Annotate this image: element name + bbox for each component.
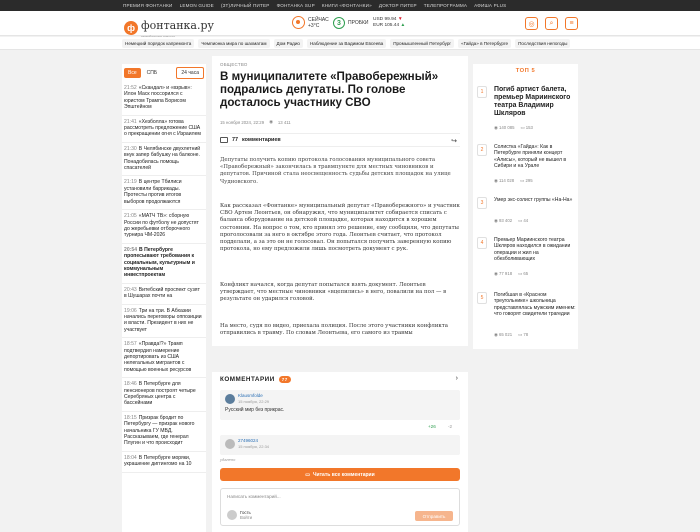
chevron-right-icon[interactable]: › — [455, 375, 458, 382]
weather-label: СЕЙЧАС — [308, 16, 329, 23]
news-time: 19:06 — [124, 307, 137, 314]
comments-count: 153 — [525, 125, 533, 130]
news-time: 21:41 — [124, 118, 137, 125]
topnav-link[interactable]: ДОКТОР ПИТЕР — [378, 3, 417, 8]
news-time: 21:05 — [124, 213, 137, 220]
tag-link[interactable]: Последствия непогоды — [515, 39, 570, 48]
top-item-stats: ◉ 93 402 ▭ 44 — [494, 218, 529, 223]
comments-badge: 77 — [279, 376, 291, 383]
comments-count: 65 — [523, 271, 529, 276]
tag-link[interactable]: «Гайда» в Петербурге — [458, 39, 511, 48]
read-all-comments-button[interactable] — [220, 468, 460, 481]
tab-24h[interactable]: 24 часа — [176, 67, 204, 79]
news-title: «Прaвдa!?» Трамп подтвердил намерение депортировать из США нелегальных мигрантов с помощью военных ресурсов — [124, 341, 192, 373]
top-item-title: Умер экс-солист группы «На-На» — [494, 197, 573, 203]
top-item-title: Погибшая в «Красном треугольнике» школьница представлялась мужским именем: что говорят свидетели трагедии — [494, 292, 576, 317]
comments-label: комментариев — [242, 137, 281, 143]
news-title: В Петербурге моряки, украшение диггингомо на 10 — [124, 454, 192, 468]
weather-value: +3°C — [308, 22, 320, 29]
news-title: В Петербурге пропесывают требования к социальным, культурным и коммунальным инвестпроектам — [124, 246, 195, 279]
eur-rate: EUR 105.44 — [373, 23, 400, 28]
menu-icon[interactable]: ≡ — [565, 17, 578, 30]
article — [212, 56, 468, 346]
topnav-link[interactable]: КНИГИ «ФОНТАНКИ» — [321, 3, 372, 8]
site-logo[interactable] — [124, 16, 214, 39]
news-item[interactable] — [122, 210, 206, 244]
comment-input[interactable]: Написать комментарий... — [227, 494, 281, 499]
avatar[interactable] — [225, 439, 235, 449]
logo-mark-icon: ф — [124, 21, 138, 35]
article-paragraph: На место, судя по видео, приехала полиция. После этого участники конфликта отправились в травму. По словам Леонтьева, его самого из травмы — [220, 323, 448, 337]
top-item-stats: ◉ 65 021 ▭ 78 — [494, 332, 529, 337]
comment-date: 15 ноября, 22:29 — [238, 399, 270, 404]
news-time: 20:54 — [124, 246, 138, 253]
topnav-link[interactable]: LEMON GUIDE — [179, 3, 214, 8]
news-item[interactable] — [122, 82, 206, 116]
comment-date: 15 ноября, 22:34 — [238, 444, 270, 449]
top-nav — [0, 0, 700, 11]
article-lead: Депутаты получить копию протокола голосования муниципального совета «Правобережный» закончилась в травмпункте для местных чиновников и депутатов. Причиной стала неосвещенность судьбы детских площадок на улице Чудновского. — [220, 157, 451, 185]
comment-form — [220, 488, 460, 526]
tab-all[interactable]: Все — [124, 68, 141, 78]
guest-label: Гость — [240, 510, 251, 515]
top-item-stats: ◉ 114 028 ▭ 295 — [494, 178, 533, 183]
comments-count: 77 — [232, 137, 238, 143]
read-all-label: Читать все комментарии — [313, 471, 375, 478]
rank-number: 3 — [477, 197, 487, 209]
topnav-link[interactable]: ПРЕМИЯ ФОНТАНКИ — [123, 3, 173, 8]
rank-number: 2 — [477, 144, 487, 156]
comments-link-bar[interactable] — [220, 133, 460, 147]
news-item[interactable] — [122, 412, 206, 452]
eur-arrow-icon: ▲ — [400, 23, 406, 28]
news-time: 21:30 — [124, 145, 137, 152]
article-paragraph: Конфликт начался, когда депутат попытался взять документ. Леонтьев утверждает, что местные чиновники «вцепились» в него, повалили на пол — в результате он ударился головой. — [220, 282, 447, 303]
comment-text: Русский мир без прикрас. — [225, 407, 285, 413]
news-title: В центре Тбилиси установили баррикады. Протесты против итогов выборов продолжаются — [124, 179, 182, 205]
top-item-stats: ◉ 140 085 ▭ 153 — [494, 125, 533, 130]
comments-count: 78 — [523, 332, 529, 337]
news-title: «Скандал» и «взрыв»: Илон Маск поссорился с юристом Трампа Борисом Эпштейном — [124, 85, 192, 111]
article-meta — [220, 119, 291, 125]
logo-text: фонтанка.ру — [141, 19, 214, 32]
views-count: 140 085 — [498, 125, 515, 130]
comments-section — [212, 372, 468, 532]
article-views: 13 411 — [277, 119, 291, 125]
usd-rate: USD 99.94 — [373, 17, 397, 22]
traffic-score: 3 — [333, 17, 345, 29]
news-item[interactable] — [122, 452, 206, 473]
rank-number: 1 — [477, 86, 487, 98]
currency-rates — [373, 17, 405, 29]
topnav-link[interactable]: (ЗТ)ЛИЧНЫЙ ПИТЕР — [220, 3, 270, 8]
news-title: «Хезболла» готова рассмотреть предложение США о прекращении огня с Израилем — [124, 118, 201, 138]
topnav-link[interactable]: АФИША PLUS — [474, 3, 507, 8]
article-paragraph: Как рассказал «Фонтанке» муниципальный депутат «Правобережного» и участник СВО Артем Леонтьев, он обнаружил, что муниципалитет собирается списать с баланса оборудование на детской площадке, которая находится в хорошем состоянии. На вопрос о том, кто принял это решение, ему сообщили, что депутаты проголосовали за него в октябре этого года. Леонтьев считает, что протокол подделали, а за это он не голосовал. Он попытался получить заверенную копию протокола, но ему предложили лишь посмотреть документ с рук. — [220, 203, 460, 253]
news-item[interactable] — [122, 284, 206, 305]
comments-count: 44 — [523, 218, 529, 223]
tag-link[interactable]: Наблюдение за Вадимом Евсеева — [307, 39, 386, 48]
avatar[interactable] — [225, 394, 235, 404]
news-item[interactable] — [122, 244, 206, 284]
news-time: 20:43 — [124, 286, 137, 293]
comment-author[interactable]: 27496024 — [238, 438, 259, 443]
send-comment-button[interactable]: Отправить — [415, 511, 453, 521]
avatar — [227, 510, 237, 520]
comment-author[interactable]: Klausmfolde — [238, 393, 263, 398]
news-item[interactable] — [122, 176, 206, 210]
top-item-title: Премьер Мариинского театра Шкляров находился в ожидании операции и жил на обезболивающих — [494, 237, 571, 262]
news-time: 18:46 — [124, 381, 137, 388]
article-title: В муниципалитете «Правобережный» подрались депутаты. По голове досталось участнику СВО — [220, 70, 439, 109]
rank-number: 4 — [477, 237, 487, 249]
news-item[interactable] — [122, 143, 206, 177]
top5-widget — [473, 64, 578, 349]
comments-count: 295 — [525, 178, 533, 183]
news-item[interactable] — [122, 116, 206, 143]
comment-icon — [220, 137, 228, 143]
top-item-title: Солистка «Гайда»: Как в Петербурге приняли концерт «Алисы», который не вышел в Сибири и на Урале — [494, 144, 567, 169]
top-item-stats: ◉ 77 918 ▭ 65 — [494, 271, 529, 276]
comments-header: КОММЕНТАРИИ — [220, 376, 275, 383]
views-count: 114 028 — [498, 178, 515, 183]
traffic-widget[interactable] — [333, 17, 369, 29]
article-date: 15 ноября 2024, 22:29 — [220, 119, 265, 125]
news-time: 21:19 — [124, 179, 137, 186]
news-time: 21:52 — [124, 85, 137, 91]
traffic-label: ПРОБКИ — [348, 20, 369, 26]
views-count: 65 021 — [498, 332, 513, 337]
views-count: 93 402 — [498, 218, 513, 223]
usd-arrow-icon: ▼ — [397, 17, 403, 22]
comment-card — [220, 435, 460, 455]
instagram-icon[interactable]: ◎ — [525, 17, 538, 30]
tag-link[interactable]: Промышленный Петербург — [390, 39, 454, 48]
news-feed — [122, 64, 206, 532]
comment-card — [220, 390, 460, 420]
tag-link[interactable]: Немецкий порядок капремонта — [122, 39, 194, 48]
login-link[interactable]: Войти — [240, 515, 253, 520]
topnav-link[interactable]: ТЕЛЕПРОГРАММА — [423, 3, 468, 8]
top-item-title: Погиб артист балета, премьер Мариинского театра Владимир Шкляров — [494, 86, 571, 117]
share-icon[interactable]: ↪ — [451, 138, 457, 145]
comment-deleted-note: удалено — [220, 457, 236, 462]
news-title: Витебский проспект сузят в Шушарах почти на — [124, 286, 200, 300]
news-time: 18:15 — [124, 414, 137, 421]
news-title: Призрак бродит по Петербургу — призрак нового начальника ГУ МВД. Рассказываем, где генерал Плугин и что происходит — [124, 414, 195, 447]
news-title: В Челябинске двухлетний внук запер бабушку на балконе. Понадобилась помощь спасателей — [124, 145, 201, 172]
news-title: Три на три. В Абхазии начались переговоры оппозиции и власти. Президент в них не участвует — [124, 307, 202, 333]
tags-bar — [0, 37, 700, 50]
top5-label: ТОП 5 — [515, 68, 536, 74]
search-icon[interactable]: ⌕ — [545, 17, 558, 30]
news-item[interactable] — [122, 338, 206, 378]
sun-icon — [292, 16, 305, 29]
news-title: «МАТЧ ТВ»: сборную России по футболу не допустят до жеребьевки отборочного турнира ЧМ-2026 — [124, 213, 199, 239]
weather-widget[interactable] — [292, 16, 329, 29]
eye-icon: ◉ — [269, 119, 273, 124]
topnav-link[interactable]: ФОНТАНКА SUP — [276, 3, 315, 8]
rank-number: 5 — [477, 292, 487, 304]
tag-link[interactable]: Чемпионка мира по шахматам — [198, 39, 269, 48]
news-title: В Петербурге для пенсионеров построят четыре Серебряных центра с бассейнами — [124, 381, 196, 407]
vote-down-count[interactable]: -2 — [448, 424, 453, 429]
tag-link[interactable]: Дом Радио — [274, 39, 303, 48]
news-item[interactable] — [122, 305, 206, 339]
article-rubric[interactable]: ОБЩЕСТВО — [220, 62, 248, 67]
comment-icon: ▭ — [305, 471, 311, 478]
tab-spb[interactable]: СПБ — [146, 70, 158, 76]
news-time: 18:57 — [124, 341, 137, 348]
news-item[interactable] — [122, 378, 206, 412]
views-count: 77 918 — [498, 271, 513, 276]
site-header — [0, 11, 700, 36]
vote-up-count[interactable]: +26 — [428, 424, 436, 429]
news-time: 18:04 — [124, 454, 137, 461]
